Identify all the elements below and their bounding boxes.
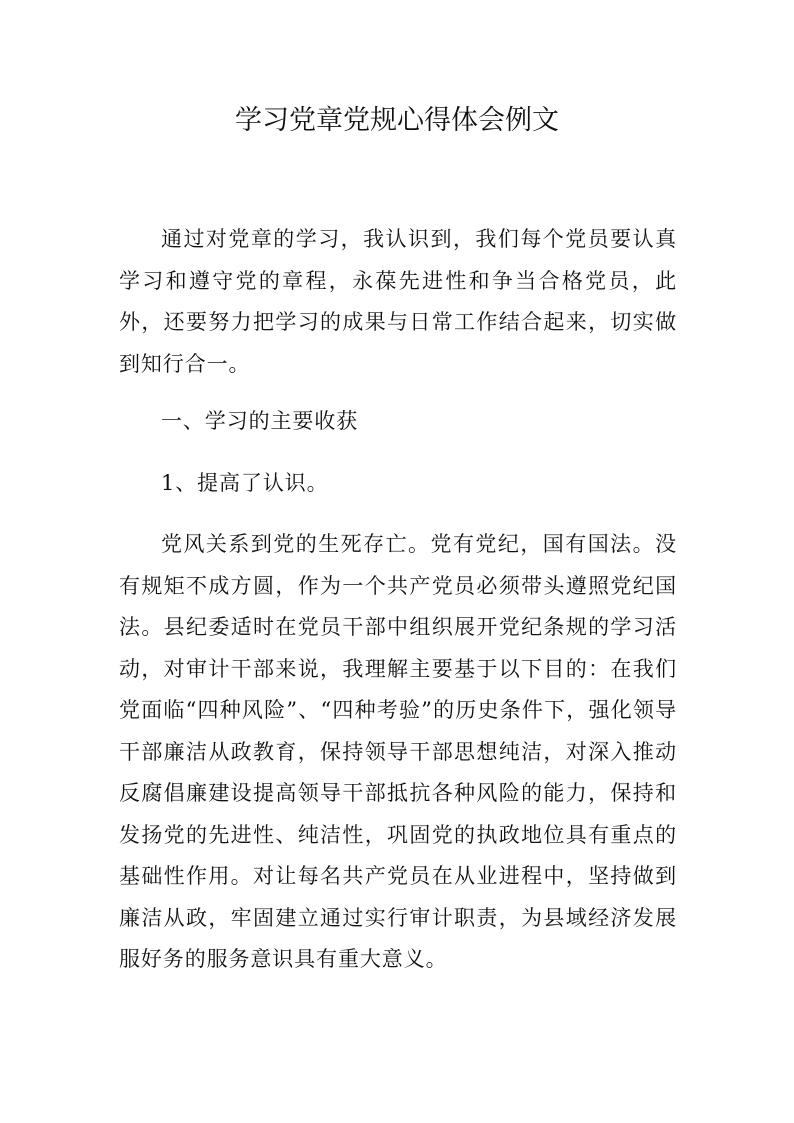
document-title: 学习党章党规心得体会例文 <box>235 105 559 136</box>
section-heading: 一、学习的主要收获 <box>161 409 359 433</box>
intro-paragraph: 通过对党章的学习，我认识到，我们每个党员要认真学习和遵守党的章程，永葆先进性和争当合格党员，此外，还要努力把学习的成果与日常工作结合起来，切实做到知行合一。 <box>119 227 677 376</box>
body-paragraph: 党风关系到党的生死存亡。党有党纪，国有国法。没有规矩不成方圆，作为一个共产党员必须带头遵照党纪国法。县纪委适时在党员干部中组织展开党纪条规的学习活动，对审计干部来说，我理解主要基于以下目的：在我们党面临“四种风险”、“四种考验”的历史条件下，强化领导干部廉洁从政教育，保持领导干部思想纯洁，对深入推动反腐倡廉建设提高领导干部抵抗各种风险的能力，保持和发扬党的先进性、纯洁性，巩固党的执政地位具有重点的基础性作用。对让每名共产党员在从业进程中，坚持做到廉洁从政，牢固建立通过实行审计职责，为县域经济发展服好务的服务意识具有重大意义。 <box>119 532 677 971</box>
subsection-heading: 1、提高了认识。 <box>161 471 329 495</box>
